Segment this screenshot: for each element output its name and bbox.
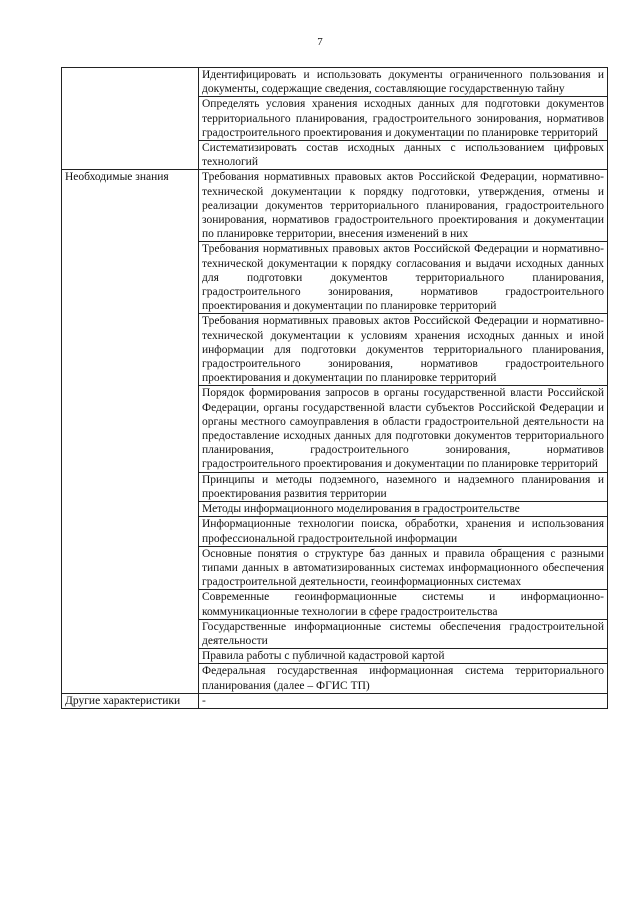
table-cell: Принципы и методы подземного, наземного и надземного планирования и проектирования развития территории [199, 472, 608, 501]
table-cell: Государственные информационные системы обеспечения градостроительной деятельности [199, 619, 608, 648]
table-cell: Систематизировать состав исходных данных с использованием цифровых технологий [199, 141, 608, 170]
table-cell: Идентифицировать и использовать документы ограниченного пользования и документы, содержащие сведения, составляющие государственную тайну [199, 68, 608, 97]
table-cell: - [199, 693, 608, 708]
row-label-required-knowledge: Необходимые знания [62, 170, 199, 693]
table-cell: Современные геоинформационные системы и информационно-коммуникационные технологии в сфере градостроительства [199, 590, 608, 619]
table-cell: Требования нормативных правовых актов Российской Федерации и нормативно-технической документации к условиям хранения исходных данных и иной информации для подготовки документов территориального планирования, градостроительного зонирования, нормативов градостроительного проектирования и документации по планировке территорий [199, 314, 608, 386]
table-cell: Информационные технологии поиска, обработки, хранения и использования профессиональной градостроительной информации [199, 517, 608, 546]
table-cell: Федеральная государственная информационная система территориального планирования (далее – ФГИС ТП) [199, 664, 608, 693]
row-label [62, 68, 199, 170]
row-label-other-characteristics: Другие характеристики [62, 693, 199, 708]
page-number: 7 [317, 36, 323, 48]
table-cell: Основные понятия о структуре баз данных и правила обращения с разными типами данных в автоматизированных системах информационного обеспечения градостроительной деятельности, геоинформационных системах [199, 546, 608, 590]
table-cell: Требования нормативных правовых актов Российской Федерации и нормативно-технической документации к порядку согласования и выдачи исходных данных для подготовки документов территориального планирования, градостроительного зонирования, нормативов градостроительного проектирования и документации по планировке территорий [199, 242, 608, 314]
requirements-table [61, 67, 608, 709]
table-row [62, 68, 608, 97]
table-cell: Определять условия хранения исходных данных для подготовки документов территориального планирования, градостроительного зонирования, нормативов градостроительного проектирования и документации по планировке территорий [199, 97, 608, 141]
table-cell: Методы информационного моделирования в градостроительстве [199, 502, 608, 517]
table-cell: Правила работы с публичной кадастровой картой [199, 649, 608, 664]
table-row [62, 170, 608, 242]
table-cell: Требования нормативных правовых актов Российской Федерации, нормативно-технической документации к порядку подготовки, утверждения, отмены и реализации документов территориального планирования, градостроительного зонирования, нормативов градостроительного проектирования и документации по планировке территории, внесения изменений в них [199, 170, 608, 242]
table-row [62, 693, 608, 708]
table-cell: Порядок формирования запросов в органы государственной власти Российской Федерации, органы государственной власти субъектов Российской Федерации и органы местного самоуправления в области градостроительной деятельности на предоставление исходных данных для подготовки документов территориального планирования, градостроительного зонирования, нормативов градостроительного проектирования и документации по планировке территорий [199, 386, 608, 472]
